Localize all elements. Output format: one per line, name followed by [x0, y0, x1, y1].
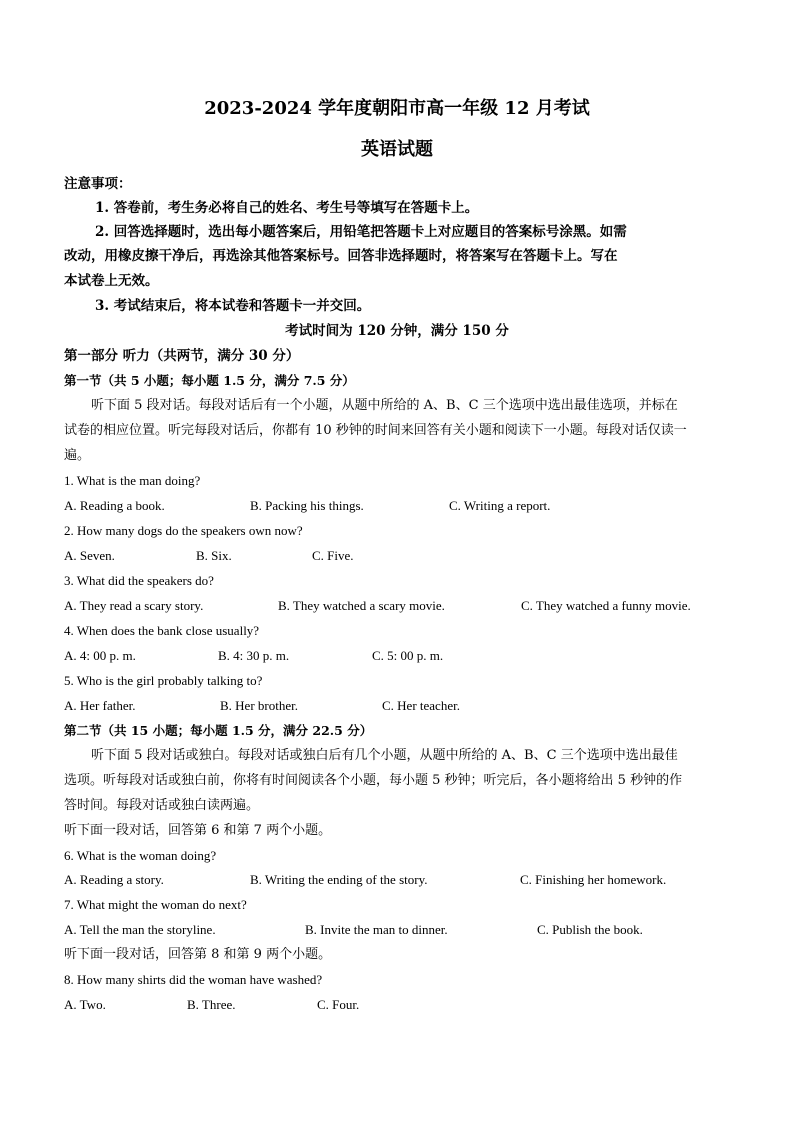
option-c: C. 5: 00 p. m. [372, 648, 444, 663]
option-b: B. Writing the ending of the story. [250, 872, 428, 887]
notice-line: 2. 回答选择题时，选出每小题答案后，用铅笔把答题卡上对应题目的答案标号涂黑。如需 [95, 224, 627, 240]
option-a: A. They read a scary story. [64, 598, 204, 613]
option-c: C. Four. [317, 997, 360, 1012]
option-c: C. Her teacher. [382, 698, 460, 713]
option-a: A. Tell the man the storyline. [64, 922, 216, 937]
option-b: B. Three. [187, 997, 236, 1012]
notice-heading: 注意事项： [64, 176, 132, 192]
question-text: 7. What might the woman do next? [64, 897, 247, 912]
exam-title: 2023-2024 学年度朝阳市高一年级 12 月考试 [204, 98, 590, 119]
section1-instruction: 试卷的相应位置。听完每段对话后，你都有 10 秒钟的时间来回答有关小题和阅读下一小题。每段对话仅读一 [64, 423, 687, 438]
option-a: A. Seven. [64, 548, 115, 563]
question-text: 1. What is the man doing? [64, 473, 201, 488]
option-a: A. Reading a book. [64, 498, 165, 513]
notice-line: 1. 答卷前，考生务必将自己的姓名、考生号等填写在答题卡上。 [95, 200, 479, 216]
question-text: 5. Who is the girl probably talking to? [64, 673, 263, 688]
section2-instruction: 听下面 5 段对话或独白。每段对话或独白后有几个小题，从题中所给的 A、B、C 三个选项中选出最佳 [91, 748, 678, 763]
exam-time: 考试时间为 120 分钟，满分 150 分 [285, 323, 509, 339]
option-c: C. Writing a report. [449, 498, 551, 513]
question-text: 3. What did the speakers do? [64, 573, 214, 588]
option-b: B. They watched a scary movie. [278, 598, 445, 613]
option-a: A. Reading a story. [64, 872, 164, 887]
dialogue-intro: 听下面一段对话，回答第 8 和第 9 两个小题。 [64, 947, 332, 962]
part1-heading: 第一部分 听力（共两节，满分 30 分） [64, 348, 300, 364]
notice-line: 3. 考试结束后，将本试卷和答题卡一并交回。 [95, 298, 371, 314]
option-c: C. Five. [312, 548, 354, 563]
section1-heading: 第一节（共 5 小题；每小题 1.5 分，满分 7.5 分） [64, 373, 355, 388]
notice-line: 改动，用橡皮擦干净后，再选涂其他答案标号。回答非选择题时，将答案写在答题卡上。写在 [64, 248, 618, 264]
question-text: 6. What is the woman doing? [64, 848, 217, 863]
option-b: B. Her brother. [220, 698, 298, 713]
section2-instruction: 答时间。每段对话或独白读两遍。 [64, 798, 260, 813]
dialogue-intro: 听下面一段对话，回答第 6 和第 7 两个小题。 [64, 823, 332, 838]
option-a: A. Her father. [64, 698, 136, 713]
option-b: B. Packing his things. [250, 498, 364, 513]
option-a: A. 4: 00 p. m. [64, 648, 136, 663]
section2-heading: 第二节（共 15 小题；每小题 1.5 分，满分 22.5 分） [64, 723, 373, 738]
question-text: 8. How many shirts did the woman have washed? [64, 972, 323, 987]
option-c: C. They watched a funny movie. [521, 598, 691, 613]
question-text: 2. How many dogs do the speakers own now? [64, 523, 303, 538]
option-c: C. Publish the book. [537, 922, 643, 937]
section1-instruction: 遍。 [64, 448, 91, 463]
option-b: B. Invite the man to dinner. [305, 922, 448, 937]
exam-subtitle: 英语试题 [361, 139, 433, 160]
section1-instruction: 听下面 5 段对话。每段对话后有一个小题，从题中所给的 A、B、C 三个选项中选出最佳选项，并标在 [91, 398, 678, 413]
option-a: A. Two. [64, 997, 106, 1012]
section2-instruction: 选项。听每段对话或独白前，你将有时间阅读各个小题，每小题 5 秒钟；听完后，各小题将给出 5 秒钟的作 [64, 773, 683, 788]
notice-line: 本试卷上无效。 [64, 273, 159, 289]
option-b: B. 4: 30 p. m. [218, 648, 290, 663]
option-c: C. Finishing her homework. [520, 872, 667, 887]
question-text: 4. When does the bank close usually? [64, 623, 260, 638]
option-b: B. Six. [196, 548, 232, 563]
